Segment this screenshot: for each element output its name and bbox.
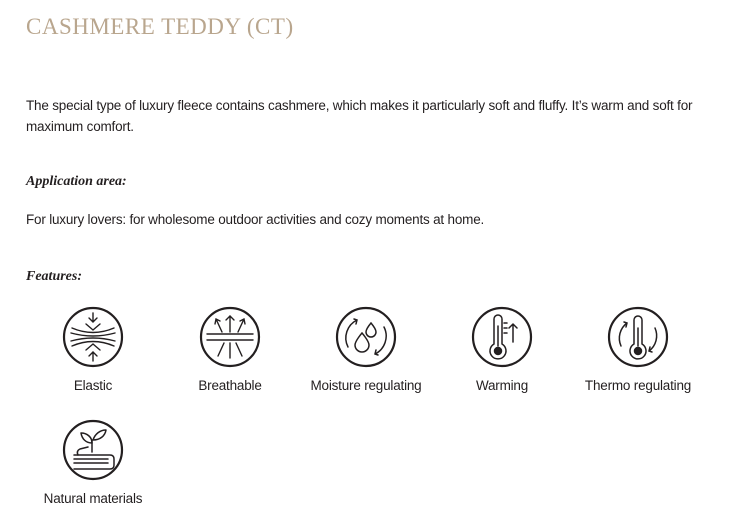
- features-heading: Features:: [26, 269, 82, 284]
- feature-elastic: [23, 306, 163, 393]
- feature-label: Natural materials: [43, 491, 143, 506]
- warming-icon: [471, 306, 533, 368]
- breathable-icon: [199, 306, 261, 368]
- natural-materials-icon: [62, 419, 124, 481]
- page-title: CASHMERE TEDDY (CT): [26, 14, 294, 39]
- feature-natural-materials: [23, 419, 163, 506]
- feature-label: Moisture regulating: [310, 378, 422, 393]
- application-text: For luxury lovers: for wholesome outdoor activities and cozy moments at home.: [26, 212, 485, 227]
- feature-label: Thermo regulating: [584, 378, 692, 393]
- moisture-regulating-icon: [335, 306, 397, 368]
- feature-label: Warming: [475, 378, 529, 393]
- feature-warming: [432, 306, 572, 393]
- feature-label: Breathable: [198, 378, 262, 393]
- thermo-regulating-icon: [607, 306, 669, 368]
- feature-moisture-regulating: [296, 306, 436, 393]
- product-description: The special type of luxury fleece contains cashmere, which makes it particularly soft and fluffy. It’s warm and soft for maximum comfort.: [26, 98, 693, 134]
- feature-breathable: [160, 306, 300, 393]
- elastic-icon: [62, 306, 124, 368]
- application-heading: Application area:: [26, 174, 127, 189]
- feature-label: Elastic: [73, 378, 113, 393]
- feature-thermo-regulating: [568, 306, 708, 393]
